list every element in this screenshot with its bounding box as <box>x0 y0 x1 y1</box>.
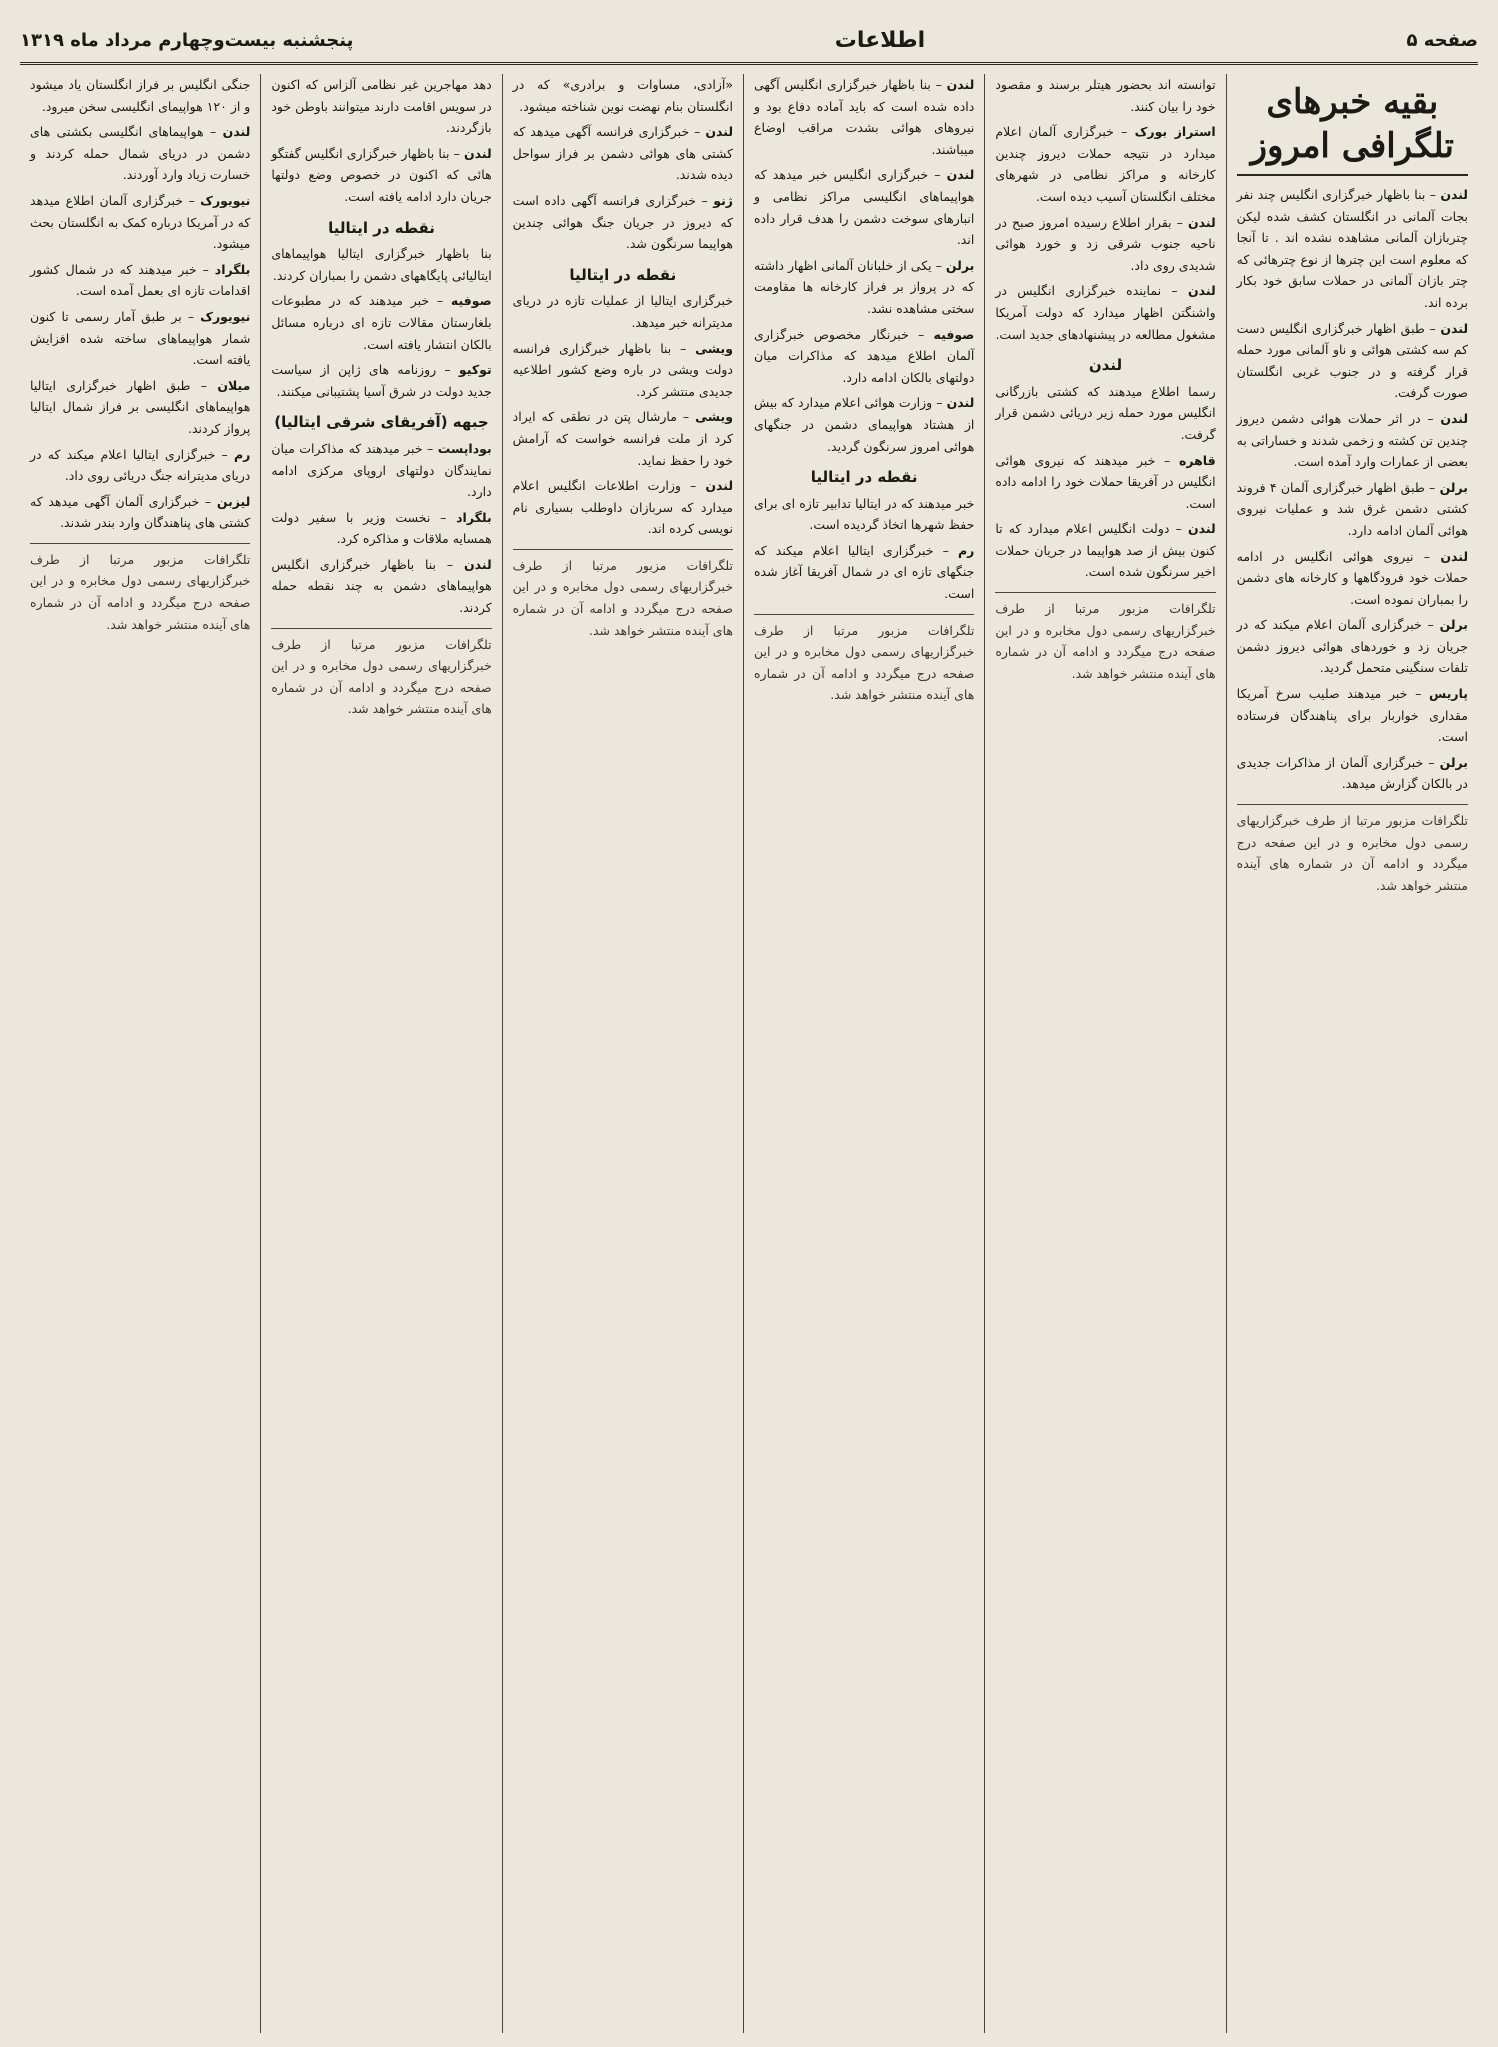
news-text: بنا باظهار خبرگزاری فرانسه دولت ویشی در باره وضع کشور اطلاعیه جدیدی منتشر کرد. <box>512 340 733 399</box>
news-text: هواپیماهای انگلیسی بکشتی های دشمن در دریای شمال حمله کردند و خسارت زیاد وارد آوردند. <box>30 124 251 183</box>
column-rule <box>513 549 733 550</box>
news-text: بنا باظهار خبرگزاری ایتالیا هواپیماهای ایتالیائی پایگاههای دشمن را بمباران کردند. <box>271 246 492 283</box>
dateline: نیویورک <box>200 308 251 324</box>
news-item: رم – خبرگزاری ایتالیا اعلام میکند که جنگهای تازه ای در شمال آفریقا آغاز شده است. <box>754 542 975 602</box>
dateline: توکیو <box>458 362 492 378</box>
dateline: لندن <box>946 77 975 92</box>
news-item: ژنو – خبرگزاری فرانسه آگهی داده است که دیروز در جریان جنگ هوائی چندین هواپیما سرنگون شد. <box>512 192 733 252</box>
news-text: خبرگزاری فرانسه آگهی میدهد که کشتی های هوائی دشمن بر فراز سواحل دیده شدند. <box>512 124 733 183</box>
dateline: استراز بورک <box>1134 124 1216 140</box>
news-text: خبرگزاری آلمان اعلام میکند که در جریان زد و خوردهای هوائی دیروز دشمن تلفات سنگینی متحمل گردید. <box>1236 617 1468 676</box>
news-text: طبق اظهار خبرگزاری آلمان ۴ فروند کشتی دشمن غرق شد و عملیات نیروی هوائی آلمان ادامه دارد. <box>1236 479 1468 538</box>
news-text: خبر میدهند که نیروی هوائی انگلیس در آفریقا حملات خود را ادامه داده است. <box>995 452 1216 511</box>
news-item <box>754 493 974 536</box>
news-item: لندن – در اثر حملات هوائی دشمن دیروز چندین تن کشته و زخمی شدند و خساراتی به بعضی از عمارات وارد آمده است. <box>1236 410 1469 470</box>
news-text: بنا باظهار خبرگزاری انگلیس هواپیماهای دشمن به چند نقطه حمله کردند. <box>271 556 492 616</box>
dateline: ویشی <box>695 409 733 425</box>
news-text: دهد مهاجرین غیر نظامی آلزاس که اکنون در سویس اقامت دارند میتوانند باوطن خود بازگردند. <box>271 77 492 136</box>
column-continuation: تلگرافات مزبور مرتبا از طرف خبرگزاریهای رسمی دول مخابره و در این صفحه درج میگردد و ادامه آن در شماره های آینده منتشر خواهد شد. <box>1236 813 1468 893</box>
dateline: صوفیه <box>933 326 975 342</box>
dateline: برلن <box>945 257 975 273</box>
news-text: بنا باظهار خبرگزاری انگلیس گفتگو هائی که اکنون در خصوص وضع دولتها جریان دارد ادامه یافته است. <box>271 145 492 204</box>
news-item <box>513 290 733 333</box>
news-text: مارشال پتن در نطقی که ایراد کرد از ملت فرانسه خواست که آرامش خود را حفظ نماید. <box>512 409 733 468</box>
dateline: لندن <box>1440 548 1469 564</box>
news-item: ویشی – بنا باظهار خبرگزاری فرانسه دولت ویشی در باره وضع کشور اطلاعیه جدیدی منتشر کرد. <box>512 340 733 399</box>
headline: بقیه خبرهای تلگرافی امروز <box>1237 80 1468 176</box>
news-item: لندن – بقرار اطلاع رسیده امروز صبح در ناحیه جنوب شرقی زد و خورد هوائی شدیدی روی داد. <box>995 214 1216 273</box>
news-text: «آزادی، مساوات و برادری» که در انگلستان بنام نهضت نوین شناخته میشود. <box>512 77 733 114</box>
news-text: دولت انگلیس اعلام میدارد که تا کنون بیش از صد هواپیما در جریان حملات اخیر سرنگون شده است. <box>995 521 1216 580</box>
dateline: لندن <box>222 124 251 140</box>
dateline: لندن <box>1187 214 1216 230</box>
section-subhead: لندن <box>1088 356 1123 375</box>
column-rule <box>754 614 974 615</box>
dateline: لندن <box>1440 410 1469 426</box>
section-subhead: جبهه (آفریقای شرقی ایتالیا) <box>274 413 489 432</box>
news-text: بنا باظهار خبرگزاری انگلیس آگهی داده شده است که باید آماده دفاع بود و نیروهای هوائی بشدت مراقب اوضاع میباشند. <box>754 77 975 157</box>
dateline: لندن <box>463 556 492 572</box>
news-item: لندن – خبرگزاری انگلیس خبر میدهد که هواپیماهای انگلیسی مراکز نظامی و انبارهای سوخت دشمن را هدف قرار داده اند. <box>754 167 975 248</box>
news-item: صوفیه – خبرنگار مخصوص خبرگزاری آلمان اطلاع میدهد که مذاکرات میان دولتهای بالکان ادامه دارد. <box>754 326 975 385</box>
dateline: لندن <box>463 145 492 161</box>
news-item: پاریس – خبر میدهند صلیب سرخ آمریکا مقداری خواربار برای پناهندگان فرستاده است. <box>1236 686 1468 745</box>
paper-name: اطلاعات <box>834 27 926 53</box>
dateline: پاریس <box>1429 686 1468 702</box>
news-item: رم – خبرگزاری ایتالیا اعلام میکند که در دریای مدیترانه جنگ دریائی روی داد. <box>30 446 251 484</box>
news-text: خبر میدهند که در ایتالیا تدابیر تازه ای برای حفظ شهرها اتخاذ گردیده است. <box>754 495 975 533</box>
dateline: لندن <box>705 478 734 494</box>
news-item <box>271 74 491 139</box>
news-item: قاهره – خبر میدهند که نیروی هوائی انگلیس در آفریقا حملات خود را ادامه داده است. <box>995 452 1216 511</box>
column-5 <box>260 74 501 2033</box>
column-3 <box>743 74 984 2033</box>
dateline: لندن <box>946 395 975 411</box>
news-item <box>30 74 250 117</box>
column-rule <box>30 543 250 544</box>
dateline: رم <box>233 446 251 462</box>
news-text: خبرگزاری آلمان اطلاع میدهد که در آمریکا درباره کمک به انگلستان بحث میشود. <box>30 192 251 252</box>
news-text: خبرگزاری ایتالیا از عملیات تازه در دریای مدیترانه خبر میدهد. <box>512 293 733 330</box>
dateline: لندن <box>705 124 734 140</box>
news-item: نیویورک – بر طبق آمار رسمی تا کنون شمار هواپیماهای ساخته شده افزایش یافته است. <box>30 308 251 368</box>
news-item: لندن – دولت انگلیس اعلام میدارد که تا کنون بیش از صد هواپیما در جریان حملات اخیر سرنگون شده است. <box>995 521 1216 580</box>
news-item: برلن – خبرگزاری آلمان از مذاکرات جدیدی در بالکان گزارش میدهد. <box>1236 754 1468 792</box>
page-label: صفحه ۵ <box>1406 29 1478 51</box>
news-item: لیزبن – خبرگزاری آلمان آگهی میدهد که کشتی های پناهندگان وارد بندر شدند. <box>30 493 251 531</box>
news-text: خبرگزاری ایتالیا اعلام میکند که جنگهای تازه ای در شمال آفریقا آغاز شده است. <box>754 542 975 602</box>
dateline: لندن <box>1187 283 1216 299</box>
news-text: یکی از خلبانان آلمانی اظهار داشته که در پرواز بر فراز کارخانه ها مقاومت سختی مشاهده نشد. <box>754 257 975 316</box>
news-item: بلگراد – نخست وزیر با سفیر دولت همسایه ملاقات و مذاکره کرد. <box>271 509 492 547</box>
news-item: لندن – نیروی هوائی انگلیس در ادامه حملات خود فرودگاهها و کارخانه های دشمن را بمباران نموده است. <box>1236 548 1469 607</box>
dateline: لندن <box>1187 521 1216 537</box>
dateline: برلن <box>1439 754 1468 770</box>
dateline: رم <box>957 542 975 558</box>
column-rule <box>271 628 491 629</box>
dateline: صوفیه <box>450 293 492 309</box>
news-item: لندن – وزارت هوائی اعلام میدارد که بیش از هشتاد هواپیمای دشمن در جنگهای هوائی امروز سرنگون گردید. <box>754 395 975 454</box>
news-item: استراز بورک – خبرگزاری آلمان اعلام میدارد در نتیجه حملات دیروز چندین کارخانه و مراکز نظامی در شهرهای مختلف انگلستان آسیب دیده است. <box>995 124 1216 204</box>
news-item <box>271 243 491 286</box>
news-item <box>995 381 1215 446</box>
news-item: برلن – طبق اظهار خبرگزاری آلمان ۴ فروند کشتی دشمن غرق شد و عملیات نیروی هوائی آلمان ادامه دارد. <box>1236 479 1468 538</box>
news-item: لندن – وزارت اطلاعات انگلیس اعلام میدارد که سربازان داوطلب بسیاری نام نویسی کرده اند. <box>512 478 734 537</box>
dateline: لندن <box>1440 320 1469 336</box>
news-text: نماینده خبرگزاری انگلیس در واشنگتن اظهار میدارد که دولت آمریکا مشغول مطالعه در پیشنهادهای جدید است. <box>995 283 1216 342</box>
column-continuation: تلگرافات مزبور مرتبا از طرف خبرگزاریهای رسمی دول مخابره و در این صفحه درج میگردد و ادامه آن در شماره های آینده منتشر خواهد شد. <box>754 622 975 703</box>
news-item <box>513 74 733 117</box>
column-4 <box>502 74 743 2033</box>
news-item: برلن – خبرگزاری آلمان اعلام میکند که در جریان زد و خوردهای هوائی دیروز دشمن تلفات سنگینی متحمل گردید. <box>1236 617 1468 676</box>
news-text: وزارت هوائی اعلام میدارد که بیش از هشتاد هواپیمای دشمن در جنگهای هوائی امروز سرنگون گردید. <box>754 395 975 454</box>
news-text: خبرگزاری آلمان اعلام میدارد در نتیجه حملات دیروز چندین کارخانه و مراکز نظامی در شهرهای مختلف انگلستان آسیب دیده است. <box>995 124 1216 204</box>
columns-container <box>20 74 1478 2033</box>
news-text: خبرگزاری فرانسه آگهی داده است که دیروز در جریان جنگ هوائی چندین هواپیما سرنگون شد. <box>512 192 733 252</box>
dateline: نیویورک <box>200 192 251 208</box>
dateline: بلگراد <box>456 509 492 525</box>
news-item <box>995 74 1215 117</box>
news-text: نیروی هوائی انگلیس در ادامه حملات خود فرودگاهها و کارخانه های دشمن را بمباران نموده است. <box>1236 548 1468 607</box>
column-continuation: تلگرافات مزبور مرتبا از طرف خبرگزاریهای رسمی دول مخابره و در این صفحه درج میگردد و ادامه آن در شماره های آینده منتشر خواهد شد. <box>995 601 1216 681</box>
column-1 <box>1226 74 1478 2033</box>
dateline: بوداپست <box>437 440 492 456</box>
column-continuation: تلگرافات مزبور مرتبا از طرف خبرگزاریهای رسمی دول مخابره و در این صفحه درج میگردد و ادامه آن در شماره های آینده منتشر خواهد شد. <box>512 557 733 638</box>
news-text: بقرار اطلاع رسیده امروز صبح در ناحیه جنوب شرقی زد و خورد هوائی شدیدی روی داد. <box>995 214 1216 273</box>
news-item: لندن – بنا باظهار خبرگزاری انگلیس چند نفر بجات آلمانی در انگلستان کشف شده لیکن چتربازان آلمانی مشاهده نشده اند . تا آنجا که معلوم است این چترها از نوع چترهائی که چتر بازان آلمانی در حملات سابق خود بکار برده اند. <box>1236 187 1468 310</box>
news-text: خبر میدهند که در مطبوعات بلغارستان مقالات تازه ای درباره مسائل بالکان انتشار یافته است. <box>271 293 492 352</box>
news-item: بلگراد – خبر میدهند که در شمال کشور اقدامات تازه ای بعمل آمده است. <box>30 261 251 299</box>
news-item: لندن – بنا باظهار خبرگزاری انگلیس گفتگو هائی که اکنون در خصوص وضع دولتها جریان دارد ادامه یافته است. <box>271 145 492 204</box>
news-text: خبرگزاری ایتالیا اعلام میکند که در دریای مدیترانه جنگ دریائی روی داد. <box>30 446 251 484</box>
dateline: لندن <box>946 167 975 183</box>
section-subhead: نقطه در ایتالیا <box>810 468 918 487</box>
news-text: جنگی انگلیس بر فراز انگلستان یاد میشود و از ۱۲۰ هواپیمای انگلیسی سخن میرود. <box>30 77 251 114</box>
news-item: میلان – طبق اظهار خبرگزاری ایتالیا هواپیماهای انگلیسی بر فراز شمال ایتالیا پرواز کردند. <box>30 377 251 436</box>
news-item: صوفیه – خبر میدهند که در مطبوعات بلغارستان مقالات تازه ای درباره مسائل بالکان انتشار یافته است. <box>271 293 492 352</box>
news-item: برلن – یکی از خلبانان آلمانی اظهار داشته که در پرواز بر فراز کارخانه ها مقاومت سختی مشاهده نشد. <box>754 257 975 316</box>
dateline: قاهره <box>1178 452 1216 468</box>
news-text: توانسته اند بحضور هیتلر برسند و مقصود خود را بیان کنند. <box>995 77 1216 114</box>
news-text: خبر میدهند که مذاکرات میان نمایندگان دولتهای اروپای مرکزی ادامه دارد. <box>271 440 492 500</box>
column-continuation: تلگرافات مزبور مرتبا از طرف خبرگزاریهای رسمی دول مخابره و در این صفحه درج میگردد و ادامه آن در شماره های آینده منتشر خواهد شد. <box>271 636 492 717</box>
news-text: خبرگزاری آلمان آگهی میدهد که کشتی های پناهندگان وارد بندر شدند. <box>30 493 251 531</box>
news-item: لندن – هواپیماهای انگلیسی بکشتی های دشمن در دریای شمال حمله کردند و خسارت زیاد وارد آوردند. <box>30 124 251 183</box>
news-text: خبر میدهند که در شمال کشور اقدامات تازه ای بعمل آمده است. <box>30 261 251 299</box>
news-text: خبرگزاری آلمان از مذاکرات جدیدی در بالکان گزارش میدهد. <box>1236 754 1468 792</box>
news-item: بوداپست – خبر میدهند که مذاکرات میان نمایندگان دولتهای اروپای مرکزی ادامه دارد. <box>271 440 492 500</box>
news-text: در اثر حملات هوائی دشمن دیروز چندین تن کشته و زخمی شدند و خساراتی به بعضی از عمارات وارد آمده است. <box>1236 410 1468 470</box>
column-rule <box>1237 804 1468 805</box>
news-text: خبر میدهند صلیب سرخ آمریکا مقداری خواربار برای پناهندگان فرستاده است. <box>1236 686 1468 745</box>
news-item: لندن – طبق اظهار خبرگزاری انگلیس دست کم سه کشتی هوائی و ناو آلمانی مورد حمله قرار گرفته و در جنوب غربی انگلستان صورت گرفت. <box>1236 320 1469 401</box>
news-item: توکیو – روزنامه های ژاپن از سیاست جدید دولت در شرق آسیا پشتیبانی میکنند. <box>271 362 492 399</box>
column-rule <box>995 592 1215 593</box>
news-text: خبرنگار مخصوص خبرگزاری آلمان اطلاع میدهد که مذاکرات میان دولتهای بالکان ادامه دارد. <box>754 326 975 385</box>
news-text: وزارت اطلاعات انگلیس اعلام میدارد که سربازان داوطلب بسیاری نام نویسی کرده اند. <box>512 478 733 537</box>
issue-date: پنجشنبه بیست‌وچهارم مرداد ماه ۱۳۱۹ <box>20 29 354 51</box>
dateline: ویشی <box>695 340 733 356</box>
news-item: لندن – بنا باظهار خبرگزاری انگلیس هواپیماهای دشمن به چند نقطه حمله کردند. <box>271 556 492 616</box>
news-text: رسما اطلاع میدهند که کشتی بازرگانی انگلیس مورد حمله زیر دریائی دشمن قرار گرفت. <box>995 383 1216 442</box>
section-subhead: نقطه در ایتالیا <box>328 218 435 237</box>
column-6 <box>20 74 260 2033</box>
dateline: میلان <box>217 377 251 393</box>
news-text: طبق اظهار خبرگزاری ایتالیا هواپیماهای انگلیسی بر فراز شمال ایتالیا پرواز کردند. <box>30 377 251 436</box>
news-item: نیویورک – خبرگزاری آلمان اطلاع میدهد که در آمریکا درباره کمک به انگلستان بحث میشود. <box>30 192 251 252</box>
news-item: لندن – بنا باظهار خبرگزاری انگلیس آگهی داده شده است که باید آماده دفاع بود و نیروهای هوائی بشدت مراقب اوضاع میباشند. <box>754 77 975 157</box>
news-text: روزنامه های ژاپن از سیاست جدید دولت در شرق آسیا پشتیبانی میکنند. <box>271 362 492 399</box>
column-continuation: تلگرافات مزبور مرتبا از طرف خبرگزاریهای رسمی دول مخابره و در این صفحه درج میگردد و ادامه آن در شماره های آینده منتشر خواهد شد. <box>30 551 251 632</box>
dateline: برلن <box>1439 479 1468 495</box>
news-text: طبق اظهار خبرگزاری انگلیس دست کم سه کشتی هوائی و ناو آلمانی مورد حمله قرار گرفته و در جنوب غربی انگلستان صورت گرفت. <box>1236 320 1468 401</box>
dateline: برلن <box>1439 617 1468 633</box>
news-item: لندن – نماینده خبرگزاری انگلیس در واشنگتن اظهار میدارد که دولت آمریکا مشغول مطالعه در پیشنهادهای جدید است. <box>995 283 1216 342</box>
dateline: لیزبن <box>216 493 251 509</box>
news-text: بنا باظهار خبرگزاری انگلیس چند نفر بجات آلمانی در انگلستان کشف شده لیکن چتربازان آلمانی مشاهده نشده اند . تا آنجا که معلوم است این چترها از نوع چترهائی که چتر بازان آلمانی در حملات سابق خود بکار برده اند. <box>1236 187 1468 310</box>
news-item: ویشی – مارشال پتن در نطقی که ایراد کرد از ملت فرانسه خواست که آرامش خود را حفظ نماید. <box>512 409 733 468</box>
news-text: بر طبق آمار رسمی تا کنون شمار هواپیماهای ساخته شده افزایش یافته است. <box>30 308 251 368</box>
dateline: بلگراد <box>214 261 251 277</box>
masthead <box>20 18 1478 65</box>
news-item: لندن – خبرگزاری فرانسه آگهی میدهد که کشتی های هوائی دشمن بر فراز سواحل دیده شدند. <box>512 124 734 183</box>
dateline: لندن <box>1440 187 1468 202</box>
dateline: ژنو <box>713 192 733 208</box>
news-text: خبرگزاری انگلیس خبر میدهد که هواپیماهای انگلیسی مراکز نظامی و انبارهای سوخت دشمن را هدف قرار داده اند. <box>754 167 975 248</box>
column-2 <box>984 74 1225 2033</box>
section-subhead: نقطه در ایتالیا <box>569 265 677 284</box>
news-text: نخست وزیر با سفیر دولت همسایه ملاقات و مذاکره کرد. <box>271 509 492 547</box>
